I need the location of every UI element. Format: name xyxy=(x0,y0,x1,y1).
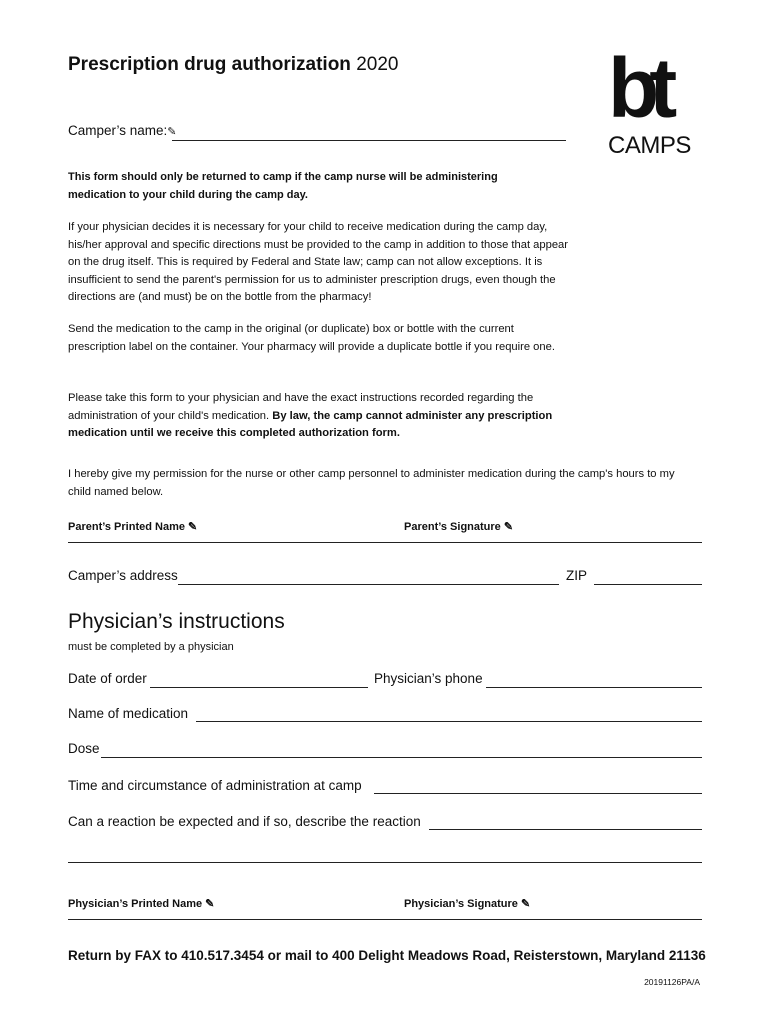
reaction-label: Can a reaction be expected and if so, describe the reaction xyxy=(68,814,421,829)
title-bold: Prescription drug authorization xyxy=(68,54,351,75)
instructions-paragraph-1: If your physician decides it is necessary for your child to receive medication during the camp day, his/her approval and specific directions must be provided to the camp in addition to those that appear on the drug itself. This is required by Federal and State law; camp can not allow exceptions. It is insufficient to send the parent's permission for us to administer prescription drugs, even though the directions are (and must) be on the bottle from the pharmacy! xyxy=(68,221,569,303)
physician-printed-name-label: Physician’s Printed Name ✎ xyxy=(68,898,215,910)
pencil-icon: ✎ xyxy=(167,126,177,138)
return-instructions: Return by FAX to 410.517.3454 or mail to 400 Delight Meadows Road, Reisterstown, Maryland 21136 xyxy=(68,948,706,963)
zip-field[interactable] xyxy=(594,584,702,585)
page-title xyxy=(68,54,398,76)
physicians-phone-label: Physician’s phone xyxy=(374,671,483,686)
permission-statement: I hereby give my permission for the nurse or other camp personnel to administer medication during the camp's hours to my child named below. xyxy=(68,468,675,498)
time-circumstance-label: Time and circumstance of administration at camp xyxy=(68,778,362,793)
dose-field[interactable] xyxy=(101,757,702,758)
parent-signature-label: Parent’s Signature ✎ xyxy=(404,521,514,533)
physicians-phone-field[interactable] xyxy=(486,687,702,688)
title-year: 2020 xyxy=(356,54,399,75)
reaction-field[interactable] xyxy=(429,829,702,830)
pencil-icon: ✎ xyxy=(188,521,198,533)
bt-camps-logo xyxy=(608,41,708,163)
pencil-icon: ✎ xyxy=(520,898,531,910)
physician-instructions-heading: Physician’s instructions xyxy=(68,610,285,633)
logo-sub: CAMPS xyxy=(608,132,691,159)
campers-address-field[interactable] xyxy=(178,584,559,585)
reaction-field-continued[interactable] xyxy=(68,862,702,863)
physician-signature-field[interactable] xyxy=(68,919,702,920)
physician-signature-label: Physician’s Signature ✎ xyxy=(404,898,531,910)
physician-instructions-subtitle: must be completed by a physician xyxy=(68,641,234,653)
instructions-paragraph-3: Please take this form to your physician and have the exact instructions recorded regarding the administration of your child's medication. By law, the camp cannot administer any prescription medication until we receive this completed authorization form. xyxy=(68,392,553,439)
parent-printed-name-label: Parent’s Printed Name ✎ xyxy=(68,521,198,533)
name-of-medication-label: Name of medication xyxy=(68,706,189,721)
camper-name-label: Camper’s name:✎ xyxy=(68,123,177,138)
logo-text: bt xyxy=(608,41,668,135)
dose-label: Dose xyxy=(68,741,100,756)
time-circumstance-field[interactable] xyxy=(374,793,702,794)
date-of-order-field[interactable] xyxy=(150,687,368,688)
camper-name-field[interactable] xyxy=(172,140,566,141)
form-code: 20191126PA/A xyxy=(644,977,700,987)
name-of-medication-field[interactable] xyxy=(196,721,702,722)
campers-address-label: Camper’s address xyxy=(68,568,178,583)
pencil-icon: ✎ xyxy=(205,898,215,910)
notice-text: This form should only be returned to camp if the camp nurse will be administering medication to your child during the camp day. xyxy=(68,171,498,201)
instructions-paragraph-2: Send the medication to the camp in the original (or duplicate) box or bottle with the current prescription label on the container. Your pharmacy will provide a duplicate bottle if you require one. xyxy=(68,323,555,353)
zip-label: ZIP xyxy=(566,568,588,583)
date-of-order-label: Date of order xyxy=(68,671,147,686)
pencil-icon: ✎ xyxy=(503,521,514,533)
parent-signature-field[interactable] xyxy=(68,542,702,543)
